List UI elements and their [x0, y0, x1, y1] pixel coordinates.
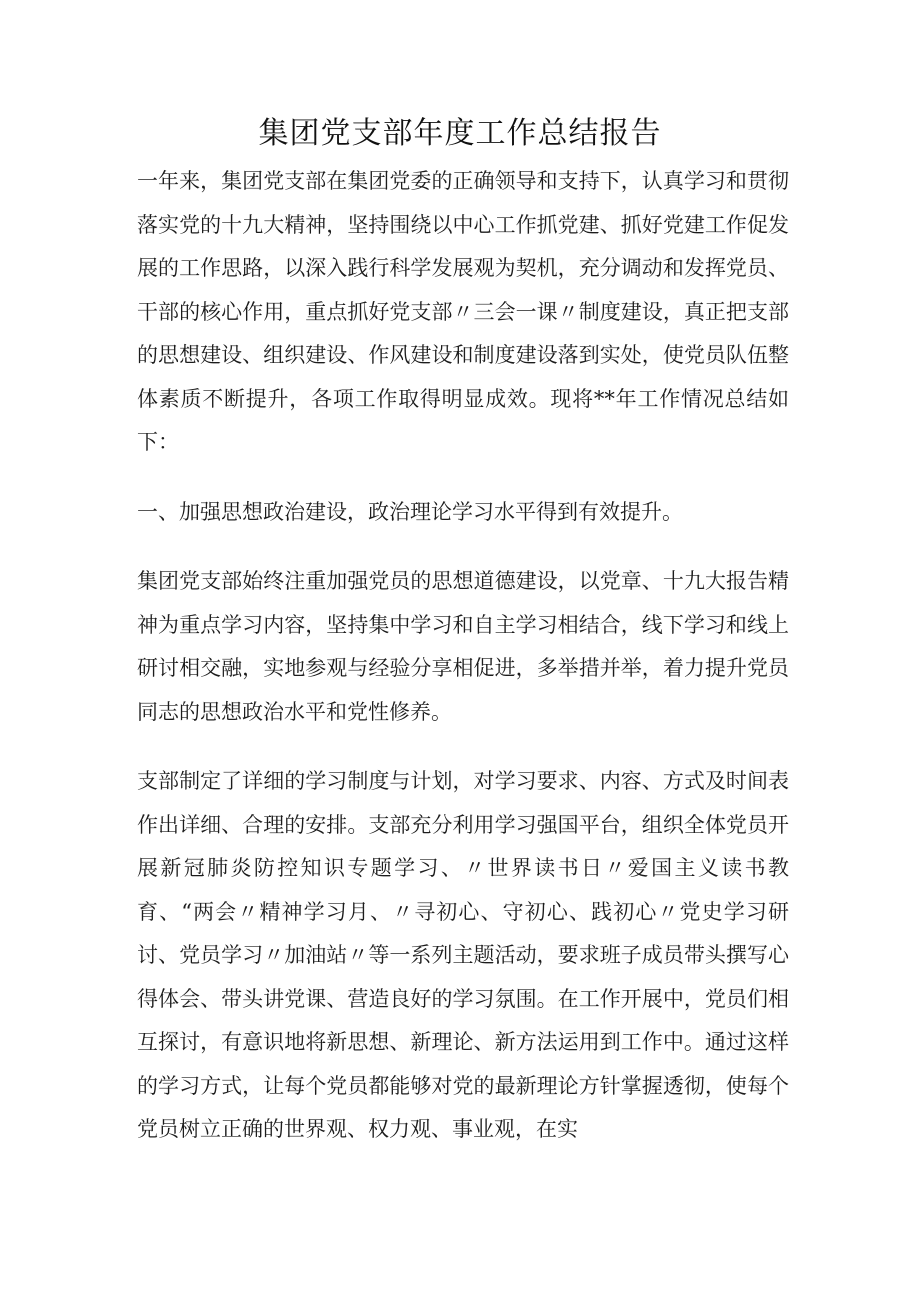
section-heading-1: 一、加强思想政治建设，政治理论学习水平得到有效提升。 [137, 499, 683, 524]
section-1-paragraph-1: 集团党支部始终注重加强党员的思想道德建设，以党章、十九大报告精神为重点学习内容，坚持集中学习和自主学习相结合，线下学习和线上研讨相交融，实地参观与经验分享相促进，多举措并举，着力提升党员同志的思想政治水平和党性修养。 [137, 569, 789, 724]
document-title: 集团党支部年度工作总结报告 [258, 116, 662, 151]
document-body [137, 160, 789, 1178]
intro-paragraph: 一年来，集团党支部在集团党委的正确领导和支持下，认真学习和贯彻落实党的十九大精神，坚持围绕以中心工作抓党建、抓好党建工作促发展的工作思路，以深入践行科学发展观为契机，充分调动和发挥党员、干部的核心作用，重点抓好党支部〃三会一课〃制度建设，真正把支部的思想建设、组织建设、作风建设和制度建设落到实处，使党员队伍整体素质不断提升，各项工作取得明显成效。现将**年工作情况总结如下： [137, 169, 789, 454]
section-1-paragraph-2: 支部制定了详细的学习制度与计划，对学习要求、内容、方式及时间表作出详细、合理的安排。支部充分利用学习强国平台，组织全体党员开展新冠肺炎防控知识专题学习、〃世界读书日〃爱国主义读书教育、“两会〃精神学习月、〃寻初心、守初心、践初心〃党史学习研讨、党员学习〃加油站〃等一系列主题活动，要求班子成员带头撰写心得体会、带头讲党课、营造良好的学习氛围。在工作开展中，党员们相互探讨，有意识地将新思想、新理论、新方法运用到工作中。通过这样的学习方式，让每个党员都能够对党的最新理论方针掌握透彻，使每个党员树立正确的世界观、权力观、事业观，在实 [137, 769, 789, 1141]
